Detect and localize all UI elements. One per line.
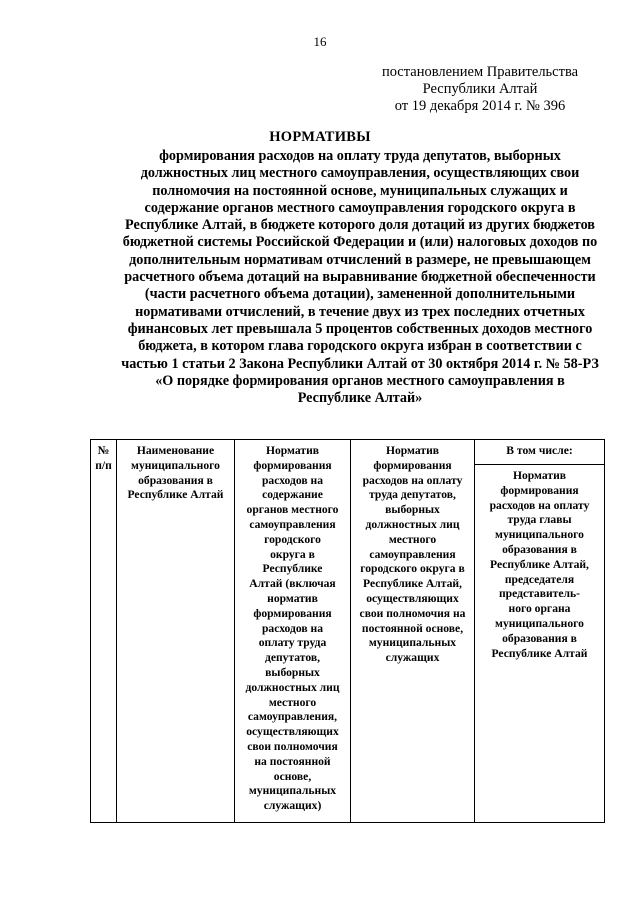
cell-line: Республике Алтай, [490,557,589,571]
header-labor-norm [351,440,475,823]
header-including: В том числе: [475,440,605,465]
subtitle-line: формирования расходов на оплату труда депутатов, выборных [159,148,561,164]
cell-line: постоянной основе, [361,621,464,635]
subtitle-line: полномочия на постоянной основе, муниципальных служащих и [152,182,568,199]
subtitle-line: должностных лиц местного самоуправления, осуществляющих свои [140,165,580,182]
cell-line: Республике Алтай [127,488,224,502]
cell-line: расходов на [261,473,324,487]
page-number: 16 [313,34,327,49]
cell-line: образования в [502,631,577,645]
subtitle-line: Республике Алтай» [297,390,423,407]
cell-line: Наименование [136,444,215,457]
cell-line: образования в [502,542,577,556]
cell-line: основе, [273,769,312,783]
document-subtitle [110,148,610,407]
header-municipality-name [117,440,235,823]
document-title: НОРМАТИВЫ [269,129,371,145]
resolution-reference [360,64,600,115]
cell-line: органов местного [246,503,339,517]
cell-line: Норматив [265,444,320,457]
cell-line: труда главы [507,513,572,527]
cell-line: формирования [500,483,579,497]
cell-line: расходов на [261,621,324,635]
cell-line: должностных лиц [365,517,460,531]
subtitle-line: содержание органов местного самоуправления городского округа в [144,199,576,216]
cell-line: Республике [262,562,323,576]
cell-line: депутатов, [264,651,321,665]
cell-line: муниципального [495,616,584,630]
cell-line: труда депутатов, [369,488,456,502]
cell-line: служащих) [263,799,322,813]
subtitle-line: бюджетной системы Российской Федерации и (или) налоговых доходов по [122,234,598,251]
cell-line: выборных [385,503,440,517]
norms-table [90,439,605,823]
cell-line: Алтай (включая [249,577,336,591]
cell-line: выборных [265,665,320,679]
header-head-labor-norm [475,465,605,823]
cell-line: Республике Алтай [491,646,588,660]
cell-line: округа в [270,547,315,561]
cell-line: муниципального [131,458,220,472]
cell-line: формирования [373,458,452,472]
subtitle-line: расчетного объема дотаций на выравнивание бюджетной обеспеченности [124,269,596,286]
header-number [91,440,117,823]
cell-line: оплату труда [258,636,327,650]
cell-line: муниципальных [368,636,457,650]
cell-line: образования в [138,473,213,487]
cell-line: городского округа в [360,562,465,576]
cell-line: осуществляющих [366,591,459,605]
cell-line: самоуправления, [247,710,338,724]
cell-line: свои полномочия [247,739,338,753]
resolution-ref-line: Республики Алтай [422,81,538,97]
cell-line: на постоянной [254,754,331,768]
cell-line: содержание [262,488,323,502]
cell-line: представитель- [498,587,581,601]
cell-line: муниципальных [248,784,337,798]
cell-line: формирования [253,606,332,620]
cell-line: самоуправления [249,517,336,531]
cell-line: муниципального [495,528,584,542]
cell-line: должностных лиц [245,680,340,694]
subtitle-line: (части расчетного объема дотации), замененной дополнительными [144,286,576,303]
cell-line: ного органа [508,602,571,616]
subtitle-line: нормативами отчислений, в течение двух из трех последних отчетных [135,303,585,320]
subtitle-line: частью 1 статьи 2 Закона Республики Алтай от 30 октября 2014 г. № 58-РЗ [121,355,599,372]
cell-line: городского [264,532,321,546]
subtitle-line: финансовых лет превышала 5 процентов собственных доходов местного [127,320,593,337]
cell-line: № [97,444,110,457]
cell-line: формирования [253,458,332,472]
cell-line: п/п [95,458,112,472]
resolution-ref-line: от 19 декабря 2014 г. № 396 [394,98,566,114]
subtitle-line: Республике Алтай, в бюджете которого доля дотаций из других бюджетов [125,217,595,234]
header-maintenance-norm [235,440,351,823]
cell-line: свои полномочия на [359,606,466,620]
cell-line: местного [388,532,437,546]
subtitle-line: дополнительным нормативам отчислений в размере, не превышающем [129,251,591,268]
subtitle-line: бюджета, в котором глава городского округа избран в соответствии с [138,338,582,355]
cell-line: Республике Алтай, [363,577,462,591]
cell-line: местного [268,695,317,709]
cell-line: расходов на оплату [489,498,590,512]
cell-line: Норматив [385,444,440,457]
cell-line: самоуправления [369,547,456,561]
cell-line: осуществляющих [246,725,339,739]
cell-line: председателя [504,572,575,586]
cell-line: норматив [267,591,318,605]
cell-line: расходов на оплату [362,473,463,487]
subtitle-line: «О порядке формирования органов местного самоуправления в [155,372,565,389]
cell-line: Норматив [512,469,567,482]
cell-line: служащих [385,651,440,665]
resolution-ref-line: постановлением Правительства [381,64,579,80]
